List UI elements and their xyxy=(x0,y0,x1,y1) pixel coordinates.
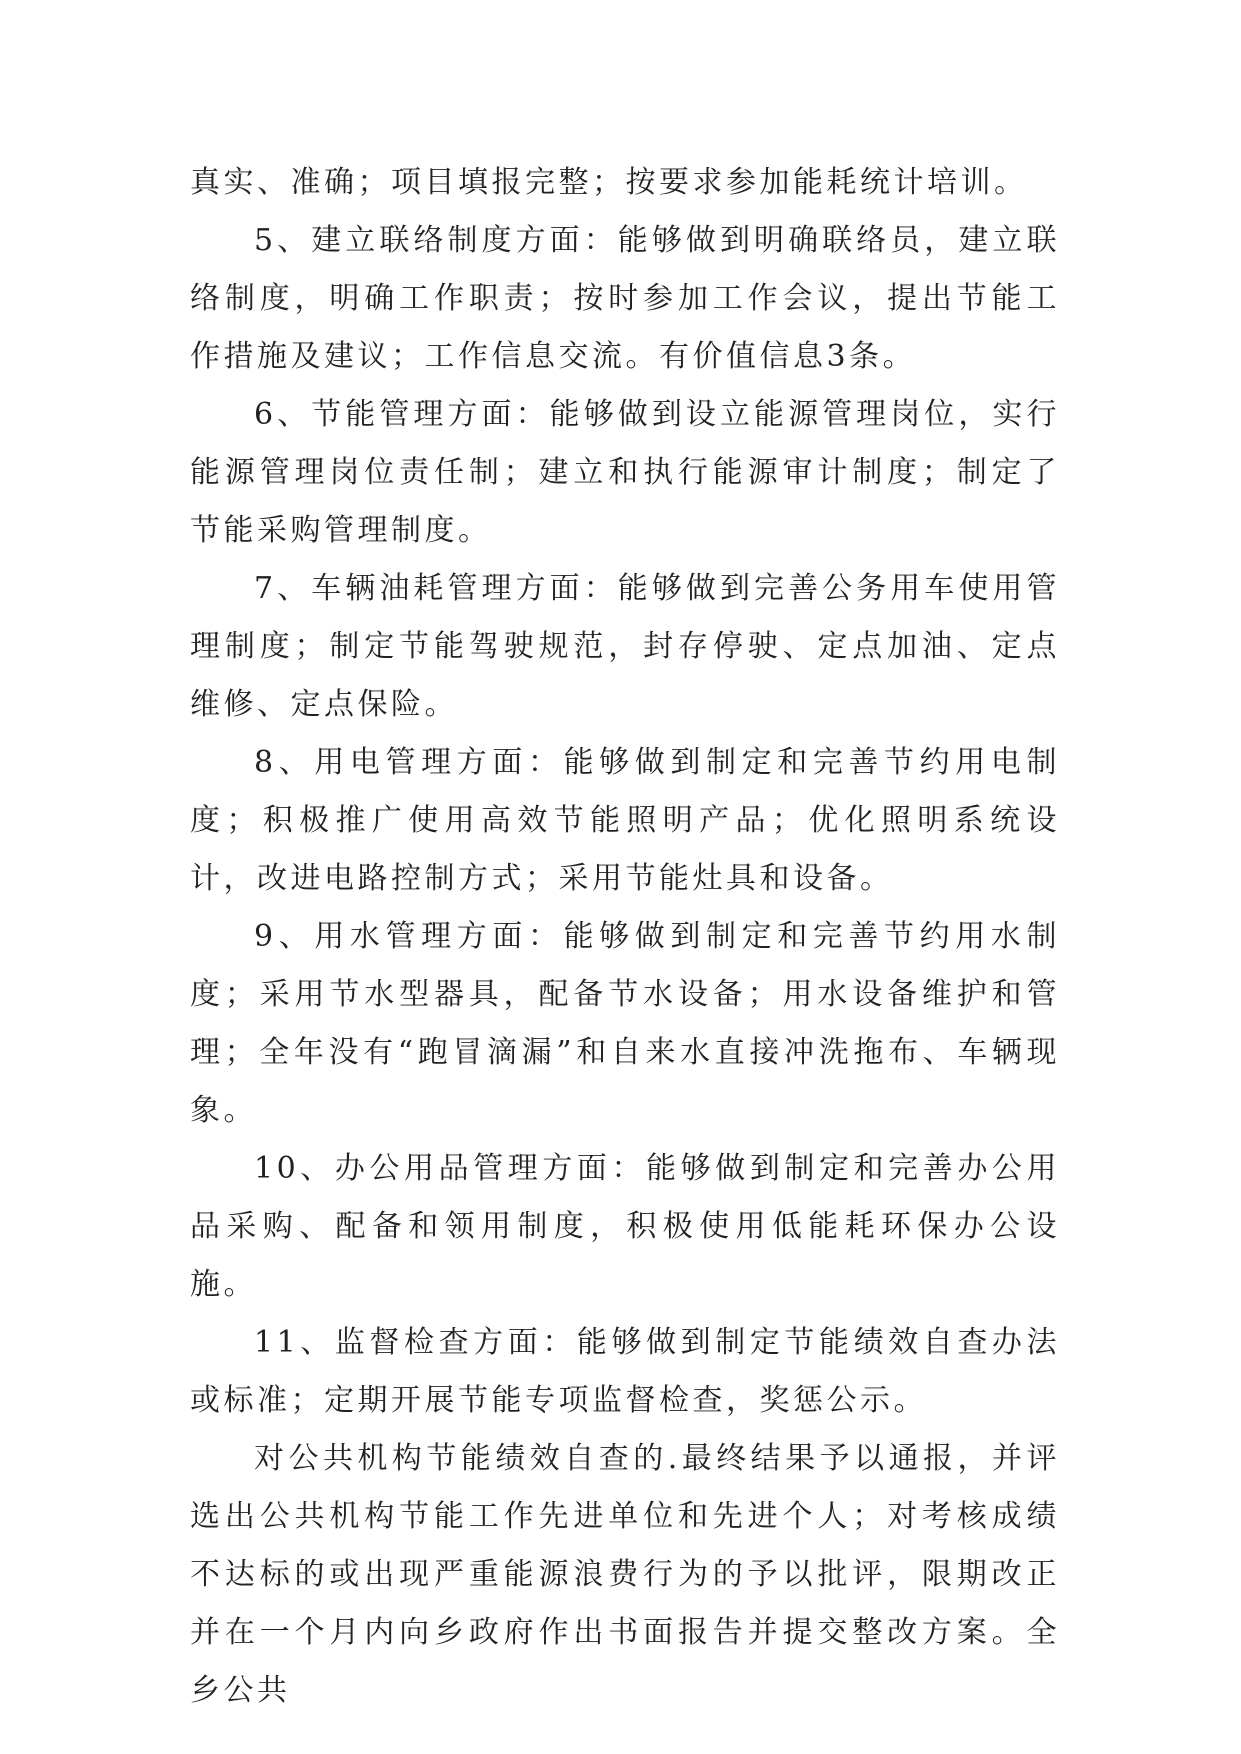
paragraph-liaison-system: 5、建立联络制度方面：能够做到明确联络员，建立联络制度，明确工作职责；按时参加工作会议，提出节能工作措施及建议；工作信息交流。有价值信息3条。 xyxy=(190,223,1060,374)
paragraph-water: 9、用水管理方面：能够做到制定和完善节约用水制度；采用节水型器具，配备节水设备；用水设备维护和管理；全年没有“跑冒滴漏”和自来水直接冲洗拖布、车辆现象。 xyxy=(190,919,1060,1128)
paragraph-vehicle-fuel: 7、车辆油耗管理方面：能够做到完善公务用车使用管理制度；制定节能驾驶规范，封存停驶、定点加油、定点维修、定点保险。 xyxy=(190,571,1060,722)
paragraph-continuation: 真实、准确；项目填报完整；按要求参加能耗统计培训。 xyxy=(190,165,1028,200)
paragraph-electricity: 8、用电管理方面：能够做到制定和完善节约用电制度；积极推广使用高效节能照明产品；优化照明系统设计，改进电路控制方式；采用节能灶具和设备。 xyxy=(190,745,1060,896)
paragraph-office-supplies: 10、办公用品管理方面：能够做到制定和完善办公用品采购、配备和领用制度，积极使用低能耗环保办公设施。 xyxy=(190,1151,1060,1302)
paragraph-results: 对公共机构节能绩效自查的.最终结果予以通报，并评选出公共机构节能工作先进单位和先进个人；对考核成绩不达标的或出现严重能源浪费行为的予以批评，限期改正并在一个月内向乡政府作出书面报告并提交整改方案。全乡公共 xyxy=(190,1441,1060,1708)
paragraph-supervision: 11、监督检查方面：能够做到制定节能绩效自查办法或标准；定期开展节能专项监督检查，奖惩公示。 xyxy=(190,1325,1060,1418)
document-body xyxy=(190,154,1060,1720)
paragraph-energy-management: 6、节能管理方面：能够做到设立能源管理岗位，实行能源管理岗位责任制；建立和执行能源审计制度；制定了节能采购管理制度。 xyxy=(190,397,1060,548)
